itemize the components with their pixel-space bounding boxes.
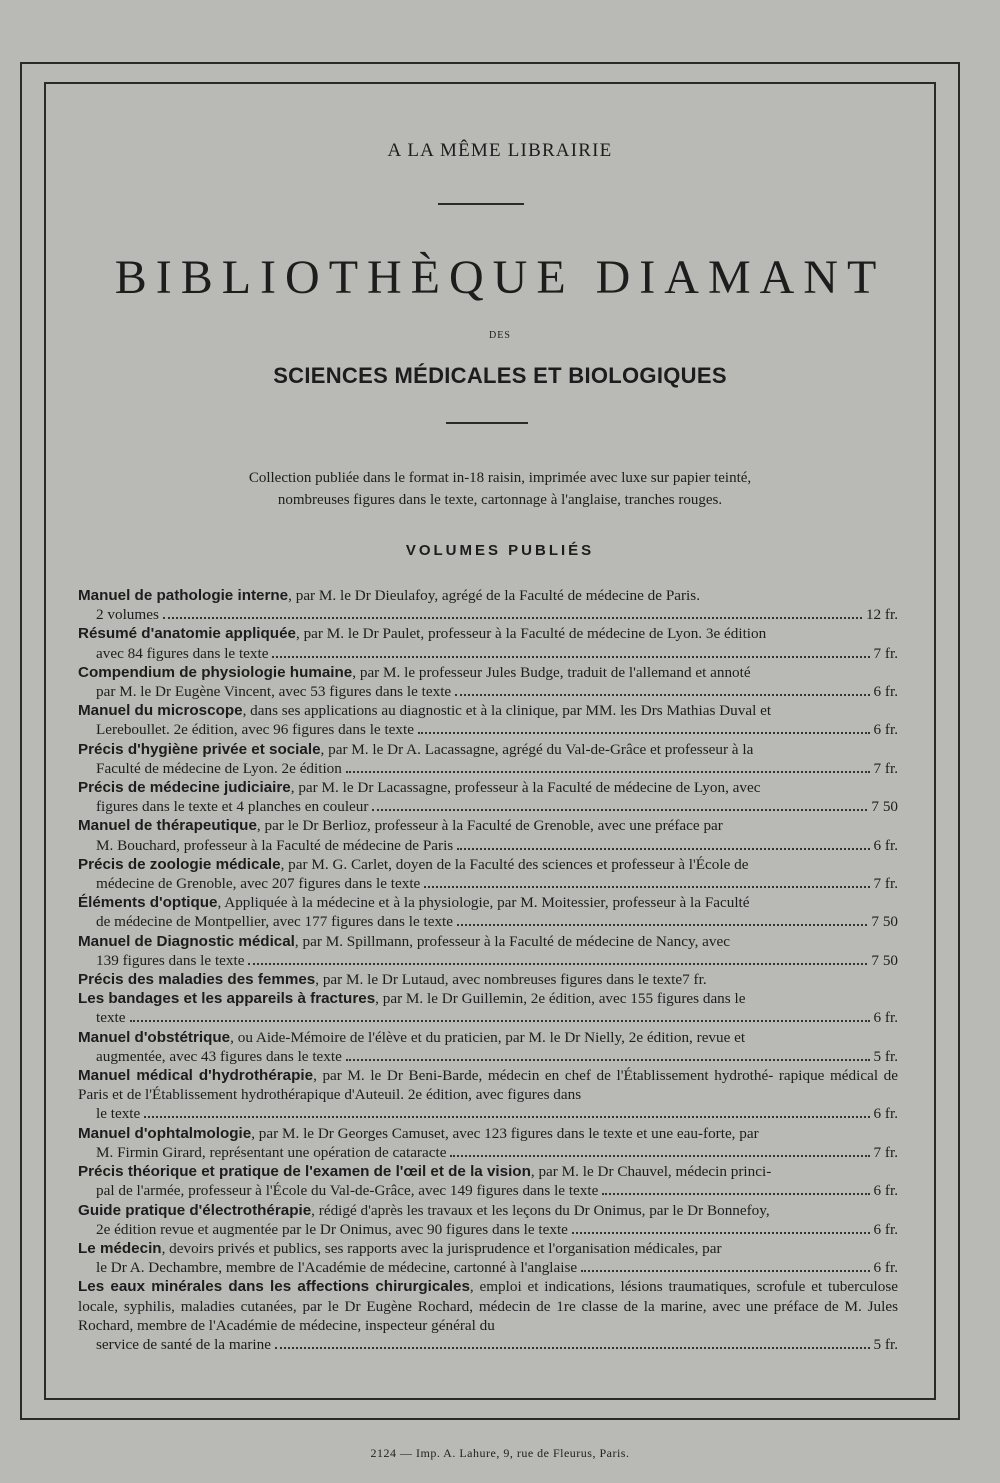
entry-price-line [78,1220,898,1239]
entry-price: 6 fr. [873,1259,898,1277]
volume-entry [78,816,898,854]
entry-title: Manuel d'obstétrique [78,1028,231,1046]
collection-description [0,467,1000,511]
dot-leader [130,1020,870,1022]
entry-text [78,1239,898,1258]
entry-price: 7 50 [871,798,898,816]
entry-text [78,989,898,1008]
entry-last-line: 139 figures dans le texte [96,951,245,969]
entry-price: 6 fr. [873,1220,898,1238]
entry-title: Précis d'hygiène privée et sociale [78,740,321,758]
des-label: DES [489,330,511,341]
entry-price-line [78,644,898,663]
entry-description: , par M. le Dr Guillemin, 2e édition, avec 155 figures dans le [375,990,746,1008]
entry-price: 7 fr. [682,971,707,989]
entry-price-line [78,682,898,701]
entry-description: , par M. le Dr Lutaud, avec nombreuses figures dans le texte [315,971,683,989]
entry-description: , par M. le Dr Chauvel, médecin princi- [530,1163,772,1181]
entry-title: Manuel de pathologie interne [78,587,289,604]
entry-title: Résumé d'anatomie appliquée [78,625,296,643]
entry-last-line: avec 84 figures dans le texte [96,644,269,662]
entry-text [78,816,898,835]
entry-last-line: figures dans le texte et 4 planches en couleur [96,798,369,816]
entry-description: , par M. le professeur Jules Budge, traduit de l'allemand et annoté [352,663,751,681]
entry-text [78,740,898,759]
entry-text [78,932,898,951]
entry-last-line: 2e édition revue et augmentée par le Dr Onimus, avec 90 figures dans le texte [96,1220,568,1238]
entry-description: , rédigé d'après les travaux et les leçons du Dr Onimus, par le Dr Bonnefoy, [311,1201,770,1219]
entry-price-line [78,605,898,624]
entry-text [78,1028,898,1047]
entry-title: Précis des maladies des femmes [78,971,316,989]
volume-entry [78,701,898,739]
entry-price: 7 fr. [873,759,898,777]
volume-entry [78,740,898,778]
dot-leader [424,886,869,888]
dot-leader [457,924,867,926]
volume-entry [78,1239,898,1277]
entry-text [78,1162,898,1181]
entry-price: 6 fr. [873,1105,898,1123]
section-heading: VOLUMES PUBLIÉS [405,542,595,559]
entry-price-line [78,797,898,816]
entry-text [78,663,898,682]
entry-description: , par M. le Dr Beni-Barde, médecin en chef de l'Établissement hydrothé- rapique médical de Paris et de l'Établissement hydrothérapique d'Auteuil. 2e édition, avec figures dans [78,1067,898,1104]
dot-leader [144,1116,869,1118]
dot-leader [418,732,870,734]
volume-entry [78,1066,898,1124]
entry-description: , par M. Spillmann, professeur à la Faculté de médecine de Nancy, avec [294,932,730,950]
entry-last-line: augmentée, avec 43 figures dans le texte [96,1047,342,1065]
entry-price: 7 50 [871,951,898,969]
description-line-2: nombreuses figures dans le texte, cartonnage à l'anglaise, tranches rouges. [277,492,723,508]
dot-leader [457,848,869,850]
entry-text [78,778,898,797]
dot-leader [572,1232,870,1234]
entry-last-line: texte [96,1009,126,1027]
dot-leader [248,963,867,965]
entry-description: , par M. le Dr A. Lacassagne, agrégé du Val-de-Grâce et professeur à la [320,740,754,758]
entry-title: Précis de médecine judiciaire [78,779,291,797]
entry-text [78,1124,898,1143]
entry-text [78,701,898,720]
entry-price: 6 fr. [873,1009,898,1027]
entry-last-line: médecine de Grenoble, avec 207 figures dans le texte [96,875,421,893]
dot-leader [450,1155,869,1157]
entry-price-line [78,836,898,855]
entry-title: Manuel du microscope [78,702,243,720]
entry-price: 6 fr. [873,836,898,854]
volume-entry [78,586,898,624]
entry-description: , emploi et indications, lésions traumatiques, scrofule et tuberculose locale, syphilis, maladies cutanées, par le Dr Eugène Rochard, médecin de 1re classe de la marine, avec une préface de M. Jules Rochard, membre de l'Académie de médecine, inspecteur général du [78,1278,898,1334]
entry-title: Précis de zoologie médicale [78,855,281,873]
entry-price-line [78,1335,898,1354]
entry-price-line [78,1258,898,1277]
dot-leader [346,1059,870,1061]
entry-last-line: M. Firmin Girard, représentant une opération de cataracte [96,1143,447,1161]
entry-price: 7 50 [871,913,898,931]
entry-price: 12 fr. [865,606,898,624]
entry-price: 6 fr. [873,721,898,739]
entry-text [78,893,898,912]
top-divider [438,203,524,205]
printer-footer: 2124 — Imp. A. Lahure, 9, rue de Fleurus, Paris. [370,1446,630,1460]
entry-price: 7 fr. [873,875,898,893]
entry-price-line [78,1047,898,1066]
dot-leader [602,1193,869,1195]
entry-title: Manuel de thérapeutique [78,817,257,835]
middle-divider [446,422,528,424]
entry-price-line [78,1008,898,1027]
dot-leader [455,694,869,696]
entry-price-line [78,759,898,778]
dot-leader [581,1270,869,1272]
entry-title: Guide pratique d'électrothérapie [78,1201,312,1219]
entry-description: , par M. le Dr Georges Camuset, avec 123 figures dans le texte et une eau-forte, par [251,1124,759,1142]
entry-price-line [78,1181,898,1200]
entry-title: Le médecin [78,1239,162,1257]
entry-price-line [78,1104,898,1123]
entry-last-line: M. Bouchard, professeur à la Faculté de médecine de Paris [96,836,454,854]
dot-leader [272,656,869,658]
entry-price-line [78,951,898,970]
entry-price: 5 fr. [873,1047,898,1065]
entry-last-line: le Dr A. Dechambre, membre de l'Académie de médecine, cartonné à l'anglaise [96,1259,578,1277]
entry-price: 7 fr. [873,1143,898,1161]
volume-entry [78,855,898,893]
entry-last-line: par M. le Dr Eugène Vincent, avec 53 figures dans le texte [96,683,452,701]
entry-text [78,624,898,643]
entry-description: , par le Dr Berlioz, professeur à la Faculté de Grenoble, avec une préface par [256,817,723,835]
entry-last-line: le texte [96,1105,141,1123]
entry-last-line: service de santé de la marine [96,1335,271,1353]
entry-price: 6 fr. [873,1182,898,1200]
dot-leader [346,771,870,773]
volume-entry [78,1277,898,1354]
entry-price: 5 fr. [873,1335,898,1353]
entry-title: Compendium de physiologie humaine [78,663,353,681]
volume-entry [78,778,898,816]
entry-description: , dans ses applications au diagnostic et à la clinique, par MM. les Drs Mathias Duval et [242,702,772,720]
entry-price-line [78,720,898,739]
volume-entry [78,1162,898,1200]
entry-price: 6 fr. [873,683,898,701]
volume-entry [78,663,898,701]
dot-leader [163,617,862,619]
entry-last-line: pal de l'armée, professeur à l'École du Val-de-Grâce, avec 149 figures dans le texte [96,1182,599,1200]
volume-entry [78,932,898,970]
entry-title: Les bandages et les appareils à fractures [78,990,376,1008]
volume-list [78,586,898,1354]
entry-description: , par M. le Dr Paulet, professeur à la Faculté de médecine de Lyon. 3e édition [295,625,767,643]
entry-text [78,855,898,874]
entry-title: Manuel de Diagnostic médical [78,932,295,950]
entry-title: Éléments d'optique [78,894,218,912]
entry-description: , devoirs privés et publics, ses rapports avec la jurisprudence et l'organisation médicales, par [161,1239,722,1257]
entry-text [78,970,898,989]
page-title: BIBLIOTHÈQUE DIAMANT [114,251,886,304]
entry-last-line: Lereboullet. 2e édition, avec 96 figures dans le texte [96,721,414,739]
entry-text [78,1066,898,1104]
entry-description: , par M. le Dr Lacassagne, professeur à la Faculté de médecine de Lyon, avec [290,779,761,797]
description-line-1: Collection publiée dans le format in-18 raisin, imprimée avec luxe sur papier teinté, [248,470,752,486]
entry-price: 7 fr. [873,644,898,662]
entry-last-line: de médecine de Montpellier, avec 177 figures dans le texte [96,913,454,931]
volume-entry [78,893,898,931]
entry-title: Précis théorique et pratique de l'examen de l'œil et de la vision [78,1163,531,1181]
volume-entry [78,1201,898,1239]
entry-title: Manuel médical d'hydrothérapie [78,1067,314,1085]
entry-last-line: Faculté de médecine de Lyon. 2e édition [96,759,342,777]
kicker-heading: A LA MÊME LIBRAIRIE [387,140,613,161]
entry-description: , par M. G. Carlet, doyen de la Faculté des sciences et professeur à l'École de [280,855,749,873]
entry-text [78,1277,898,1335]
entry-text [78,1201,898,1220]
subtitle: SCIENCES MÉDICALES ET BIOLOGIQUES [273,363,727,388]
entry-price-line [78,1143,898,1162]
entry-title: Manuel d'ophtalmologie [78,1124,252,1142]
entry-title: Les eaux minérales dans les affections chirurgicales [78,1278,470,1296]
volume-entry [78,624,898,662]
volume-entry [78,970,898,989]
entry-description: , ou Aide-Mémoire de l'élève et du praticien, par M. le Dr Nielly, 2e édition, revue et [230,1028,746,1046]
entry-text [78,586,898,605]
volume-entry [78,1124,898,1162]
entry-last-line: 2 volumes [96,606,159,624]
volume-entry [78,989,898,1027]
dot-leader [372,809,867,811]
entry-price-line [78,912,898,931]
entry-description: , par M. le Dr Dieulafoy, agrégé de la Faculté de médecine de Paris. [288,587,700,604]
entry-description: , Appliquée à la médecine et à la physiologie, par M. Moitessier, professeur à la Faculté [217,894,750,912]
volume-entry [78,1028,898,1066]
dot-leader [275,1347,870,1349]
entry-price-line [78,874,898,893]
